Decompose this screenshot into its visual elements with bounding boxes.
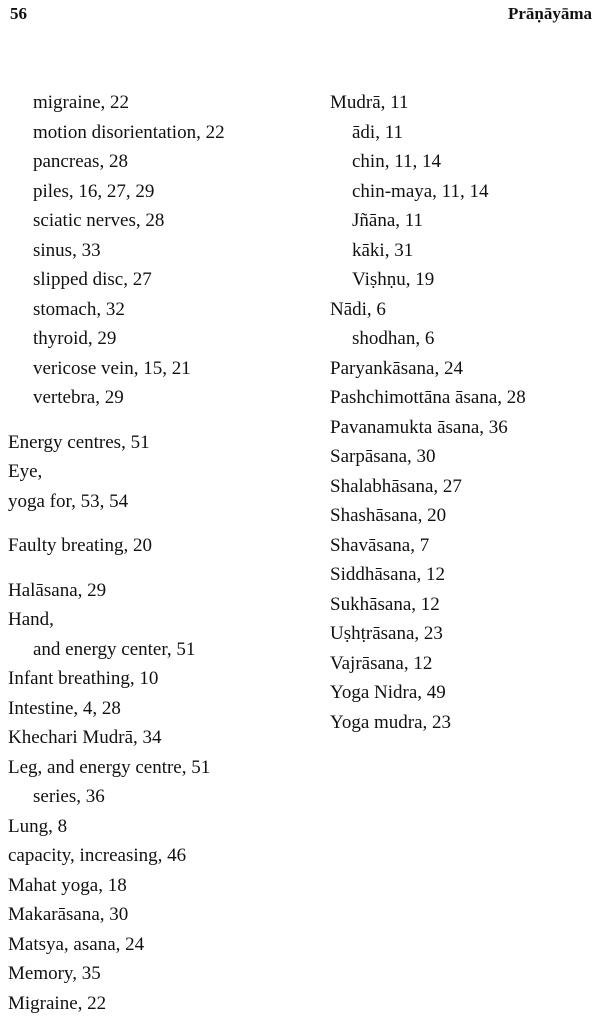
index-entry: Infant breathing, 10 — [8, 668, 159, 689]
index-entry: Pavanamukta āsana, 36 — [330, 416, 508, 438]
index-entry: stomach, 32 — [33, 298, 125, 320]
index-entry: sciatic nerves, 28 — [33, 210, 165, 231]
index-entry: Eye, — [8, 461, 43, 482]
index-entry: vertebra, 29 — [33, 387, 124, 408]
index-entry: Vajrāsana, 12 — [330, 652, 433, 674]
index-entry: chin, 11, 14 — [352, 151, 442, 172]
index-entry: Lung, 8 — [8, 815, 68, 837]
index-entry: Halāsana, 29 — [8, 579, 107, 601]
index-entry: kāki, 31 — [352, 239, 414, 261]
index-entry: Jñāna, 11 — [352, 210, 424, 231]
index-entry: Sukhāsana, 12 — [330, 593, 440, 615]
index-entry: Shashāsana, 20 — [330, 505, 447, 526]
group-spacer — [8, 516, 308, 531]
index-entry: Paryankāsana, 24 — [330, 357, 463, 379]
index-entry: and energy center, 51 — [33, 638, 196, 660]
index-entry: thyroid, 29 — [33, 328, 117, 349]
index-entry: Shavāsana, 7 — [330, 534, 430, 556]
index-entry: Yoga mudra, 23 — [330, 711, 452, 733]
index-entry: Khechari Mudrā, 34 — [8, 727, 162, 748]
index-entry: Memory, 35 — [8, 963, 101, 984]
group-spacer — [8, 561, 308, 576]
index-entry: Mudrā, 11 — [330, 92, 409, 113]
index-entry: ādi, 11 — [352, 121, 404, 143]
index-entry: Makarāsana, 30 — [8, 904, 129, 925]
index-entry: Hand, — [8, 609, 54, 630]
index-entry: Leg, and energy centre, 51 — [8, 756, 211, 778]
index-entry: vericose vein, 15, 21 — [33, 357, 191, 379]
index-entry: piles, 16, 27, 29 — [33, 180, 155, 202]
index-entry: Siddhāsana, 12 — [330, 564, 446, 585]
index-column-right — [330, 88, 595, 737]
index-entry: Migraine, 22 — [8, 992, 107, 1014]
index-entry: Energy centres, 51 — [8, 431, 150, 453]
index-entry: pancreas, 28 — [33, 151, 128, 172]
index-entry: slipped disc, 27 — [33, 269, 152, 290]
index-entry: chin-maya, 11, 14 — [352, 180, 489, 202]
index-entry: shodhan, 6 — [352, 328, 435, 349]
index-entry: Shalabhāsana, 27 — [330, 475, 462, 497]
index-entry: Uṣhṭrāsana, 23 — [330, 623, 443, 644]
index-entry: Faulty breating, 20 — [8, 535, 153, 556]
index-entry: Matsya, asana, 24 — [8, 933, 145, 955]
running-head: Prāṇāyāma — [507, 4, 592, 23]
index-entry: yoga for, 53, 54 — [8, 490, 129, 512]
index-entry: Pashchimottāna āsana, 28 — [330, 387, 526, 408]
index-entry: sinus, 33 — [33, 239, 101, 261]
index-entry: capacity, increasing, 46 — [8, 845, 187, 866]
index-entry: migraine, 22 — [33, 92, 130, 113]
index-column-left — [8, 88, 308, 1018]
index-entry: Viṣhṇu, 19 — [352, 269, 435, 290]
index-entry: Mahat yoga, 18 — [8, 874, 127, 896]
index-entry: motion disorientation, 22 — [33, 121, 225, 143]
index-entry: Sarpāsana, 30 — [330, 446, 436, 467]
index-entry: Yoga Nidra, 49 — [330, 682, 446, 703]
page-number: 56 — [10, 4, 27, 23]
index-entry: Nādi, 6 — [330, 298, 386, 320]
index-entry: Intestine, 4, 28 — [8, 697, 121, 719]
group-spacer — [8, 413, 308, 428]
index-entry: series, 36 — [33, 786, 105, 807]
